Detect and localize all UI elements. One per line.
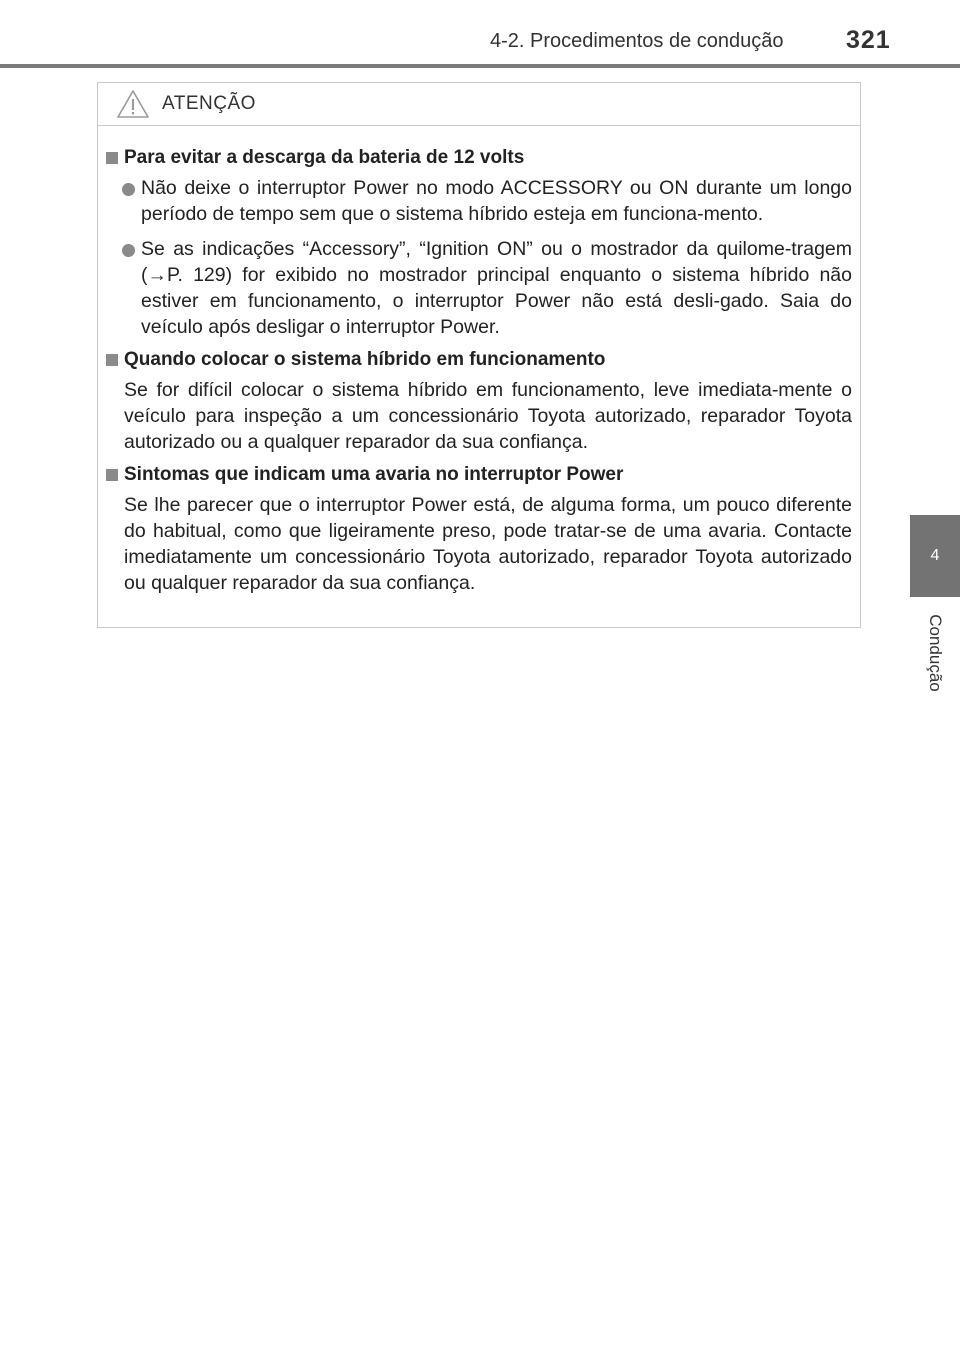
section-heading-text: Para evitar a descarga da bateria de 12 volts xyxy=(124,147,525,168)
section-heading-text: Sintomas que indicam uma avaria no interruptor Power xyxy=(124,464,624,485)
page-number: 321 xyxy=(846,26,891,54)
chapter-label xyxy=(910,600,960,705)
chapter-tab[interactable] xyxy=(910,515,960,597)
header-rule xyxy=(0,64,960,68)
square-bullet-icon xyxy=(106,354,118,366)
list-item xyxy=(122,175,852,227)
warning-heading-text: ATENÇÃO xyxy=(162,93,256,114)
square-bullet-icon xyxy=(106,469,118,481)
round-bullet-icon xyxy=(122,183,135,196)
section-heading xyxy=(106,461,852,489)
square-bullet-icon xyxy=(106,152,118,164)
chapter-number: 4 xyxy=(930,547,940,564)
chapter-label-text: Condução xyxy=(926,613,946,692)
warning-heading xyxy=(98,83,860,126)
warning-triangle-icon xyxy=(116,89,150,119)
warning-box xyxy=(97,82,861,628)
section-heading xyxy=(106,346,852,374)
list-item-text: Se as indicações “Accessory”, “Ignition ON” ou o mostrador da quilome-tragem (→P. 129) for exibido no mostrador principal enquanto o sistema híbrido não estiver em funcionamento, o interruptor Power não está desli-gado. Saia do veículo após desligar o interruptor Power. xyxy=(141,238,852,338)
section-title: 4-2. Procedimentos de condução xyxy=(490,30,784,52)
section-text: Se lhe parecer que o interruptor Power está, de alguma forma, um pouco diferente do habitual, como que ligeiramente preso, pode tratar-se de uma avaria. Contacte imediatamente um concessionário Toyota autorizado, reparador Toyota autorizado ou qualquer reparador da sua confiança. xyxy=(124,494,852,594)
list-item xyxy=(122,236,852,340)
warning-body xyxy=(98,126,860,596)
section-heading xyxy=(106,144,852,172)
section-text: Se for difícil colocar o sistema híbrido em funcionamento, leve imediata-mente o veículo para inspeção a um concessionário Toyota autorizado, reparador Toyota autorizado ou a qualquer reparador da sua confiança. xyxy=(124,379,852,453)
round-bullet-icon xyxy=(122,244,135,257)
list-item-text: Não deixe o interruptor Power no modo ACCESSORY ou ON durante um longo período de tempo sem que o sistema híbrido esteja em funciona-mento. xyxy=(141,177,852,225)
section-heading-text: Quando colocar o sistema híbrido em funcionamento xyxy=(124,349,606,370)
